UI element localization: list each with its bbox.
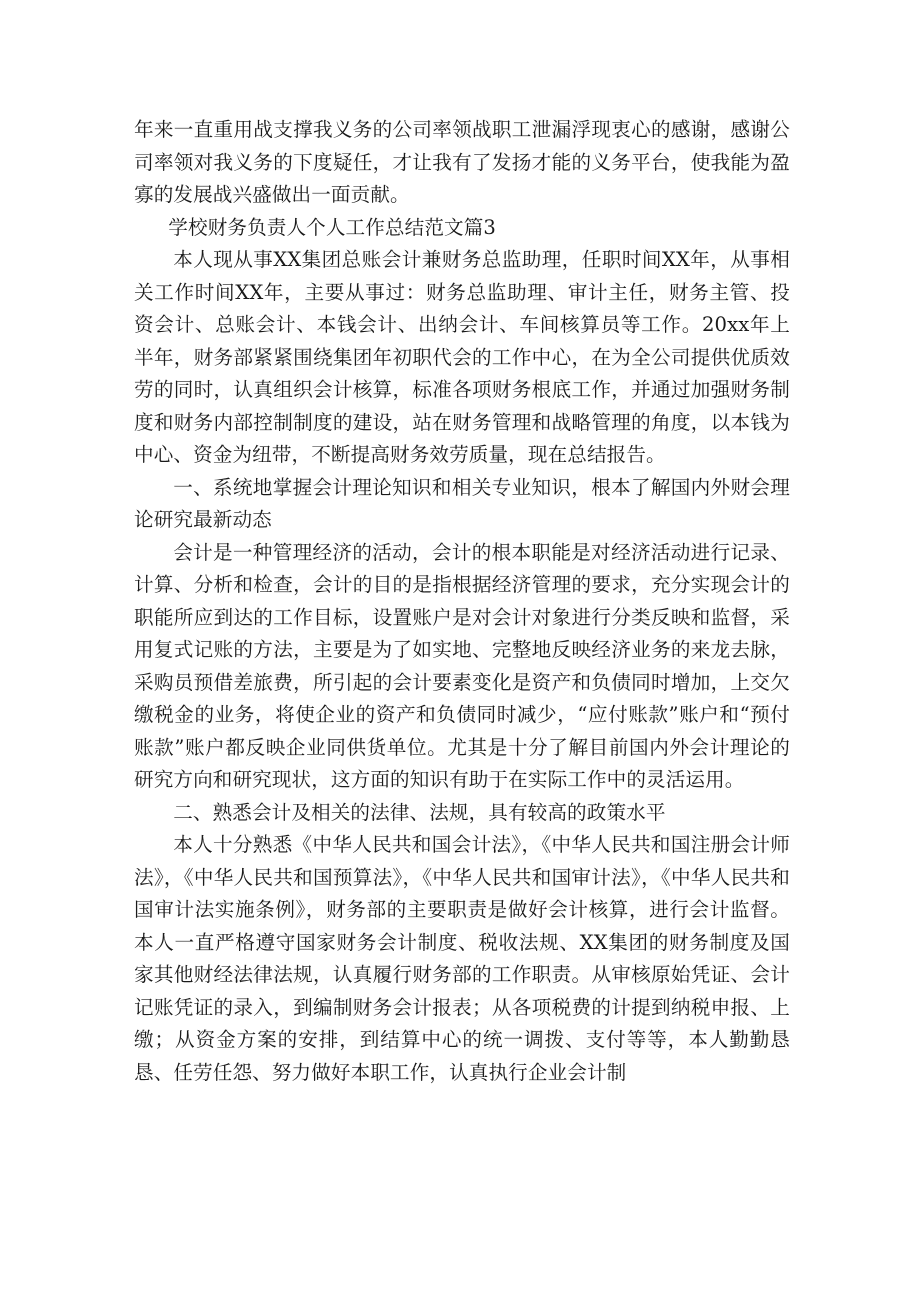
document-body [134,114,790,1089]
heading-two: 二、熟悉会计及相关的法律、法规，具有较高的政策水平 [173,800,666,824]
section-title: 学校财务负责人个人工作总结范文篇3 [168,215,496,239]
paragraph-laws: 本人十分熟悉《中华人民共和国会计法》，《中华人民共和国注册会计师法》，《中华人民共和国预算法》，《中华人民共和国审计法》，《中华人民共和国审计法实施条例》，财务部的主要职责是做好会计核算，进行会计监督。本人一直严格遵守国家财务会计制度、税收法规、XX集团的财务制度及国家其他财经法律法规，认真履行财务部的工作职责。从审核原始凭证、会计记账凭证的录入，到编制财务会计报表；从各项税费的计提到纳税申报、上缴；从资金方案的安排，到结算中心的统一调拨、支付等等，本人勤勤恳恳、任劳任怨、努力做好本职工作，认真执行企业会计制 [134,833,790,1084]
heading-one: 一、系统地掌握会计理论知识和相关专业知识，根本了解国内外财会理论研究最新动态 [134,475,790,531]
paragraph-closing-thanks: 年来一直重用战支撑我义务的公司率领战职工泄漏浮现衷心的感谢，感谢公司率领对我义务的下度疑任，才让我有了发扬才能的义务平台，使我能为盈寡的发展战兴盛做出一面贡献。 [134,118,790,206]
paragraph-intro: 本人现从事XX集团总账会计兼财务总监助理，任职时间XX年，从事相关工作时间XX年，主要从事过：财务总监助理、审计主任，财务主管、投资会计、总账会计、本钱会计、出纳会计、车间核算员等工作。20xx年上半年，财务部紧紧围绕集团年初职代会的工作中心，在为全公司提供优质效劳的同时，认真组织会计核算，标准各项财务根底工作，并通过加强财务制度和财务内部控制制度的建设，站在财务管理和战略管理的角度，以本钱为中心、资金为纽带，不断提高财务效劳质量，现在总结报告。 [134,248,790,466]
paragraph-accounting-theory: 会计是一种管理经济的活动，会计的根本职能是对经济活动进行记录、计算、分析和检查，会计的目的是指根据经济管理的要求，充分实现会计的职能所应到达的工作目标，设置账户是对会计对象进行分类反映和监督，采用复式记账的方法，主要是为了如实地、完整地反映经济业务的来龙去脉，采购员预借差旅费，所引起的会计要素变化是资产和负债同时增加，上交欠缴税金的业务，将使企业的资产和负债同时减少，“应付账款”账户和“预付账款”账户都反映企业同供货单位。尤其是十分了解目前国内外会计理论的研究方向和研究现状，这方面的知识有助于在实际工作中的灵活运用。 [134,540,790,791]
